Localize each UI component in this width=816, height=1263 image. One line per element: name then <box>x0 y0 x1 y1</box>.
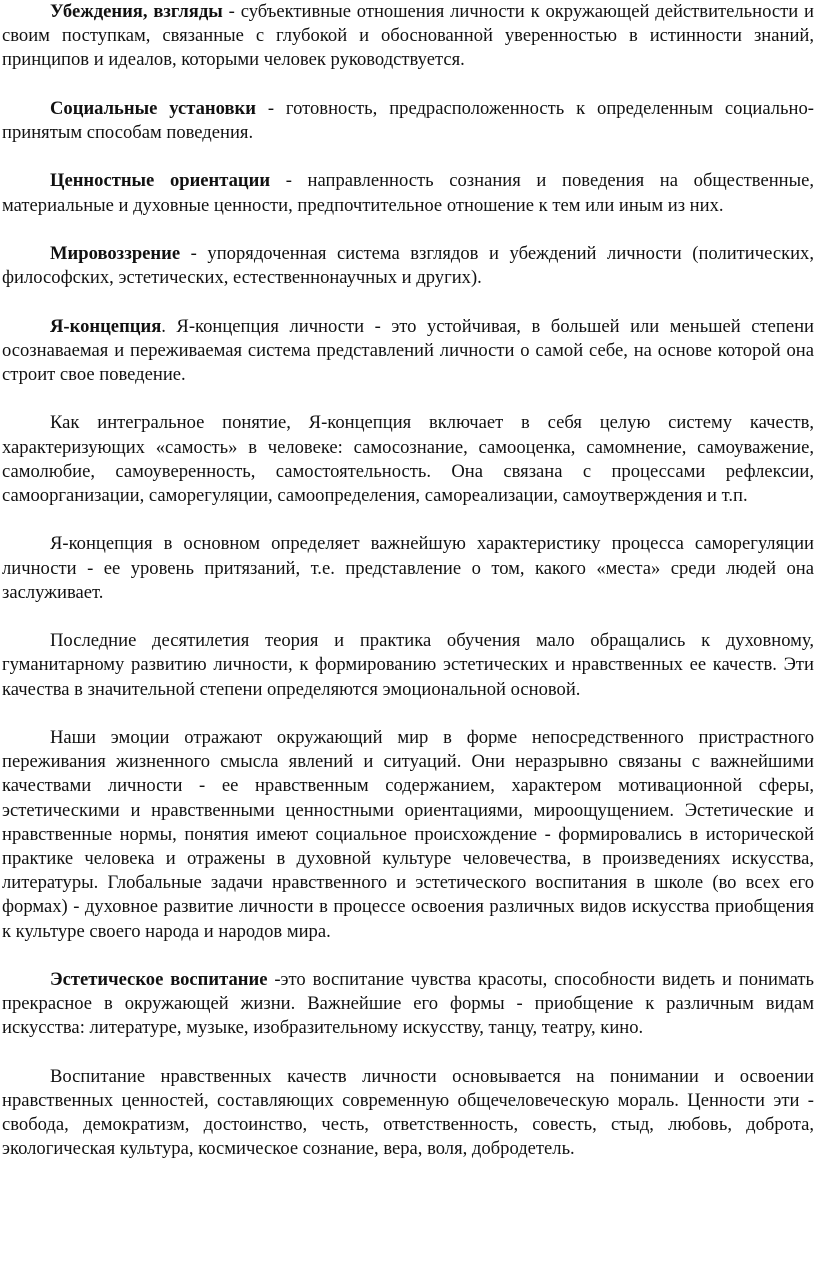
body-paragraph: Как интегральное понятие, Я-концепция включает в себя целую систему качеств, характеризующих «самость» в человеке: самосознание, самооценка, самомнение, самоуважение, самолюбие, самоуверенность, самостоятельность. Она связана с процессами рефлексии, самоорганизации, саморегуляции, самоопределения, самореализации, самоутверждения и т.п. <box>2 412 814 506</box>
body-paragraph: Я-концепция в основном определяет важнейшую характеристику процесса саморегуляции личности - ее уровень притязаний, т.е. представление о том, какого «места» среди людей она заслуживает. <box>2 533 814 603</box>
definition-text: -это воспитание чувства красоты, способности видеть и понимать прекрасное в окружающей жизни. Важнейшие его формы - приобщение к различным видам искусства: литературе, музыке, изобразительному искусству, танцу, театру, кино. <box>2 968 814 1039</box>
body-paragraph: Воспитание нравственных качеств личности основывается на понимании и освоении нравственных ценностей, составляющих современную общечеловеческую мораль. Ценности эти - свобода, демократизм, достоинство, честь, ответственность, совесть, стыд, любовь, доброта, экологическая культура, космическое сознание, вера, воля, добродетель. <box>2 1065 814 1160</box>
definition-text: . Я-концепция личности - это устойчивая, в большей или меньшей степени осознаваемая и переживаемая система представлений личности о самой себе, на основе которой она строит свое поведение. <box>2 315 814 385</box>
definition-text: - готовность, предрасположенность к определенным социально-принятым способам поведения. <box>2 97 814 143</box>
body-paragraph: Последние десятилетия теория и практика обучения мало обращались к духовному, гуманитарному развитию личности, к формированию эстетических и нравственных ее качеств. Эти качества в значительной степени определяются эмоциональной основой. <box>2 630 814 700</box>
term-social-attitudes: Социальные установки <box>50 97 256 119</box>
body-paragraph: Наши эмоции отражают окружающий мир в форме непосредственного пристрастного переживания жизненного смысла явлений и ситуаций. Они неразрывно связаны с важнейшими качествами личности - ее нравственным содержанием, характером мотивационной сферы, эстетическими и нравственными ценностными ориентациями, мироощущением. Эстетические и нравственные нормы, понятия имеют социальное происхождение - формировались в исторической практике человека и отражены в духовной культуре человечества, в произведениях искусства, литературы. Глобальные задачи нравственного и эстетического воспитания в школе (во всех его формах) - духовное развитие личности в процессе освоения различных видов искусства приобщения к культуре своего народа и народов мира. <box>2 726 814 942</box>
document-page <box>2 0 814 1186</box>
definition-paragraph-worldview <box>2 242 814 290</box>
definition-text: - упорядоченная система взглядов и убеждений личности (политических, философских, эстетических, естественнонаучных и других). <box>2 242 814 289</box>
definition-paragraph-value-orientations <box>2 169 814 217</box>
term-value-orientations: Ценностные ориентации <box>50 170 271 192</box>
definition-paragraph-beliefs <box>2 0 814 73</box>
definition-text: - субъективные отношения личности к окружающей действительности и своим поступкам, связанные с глубокой и обоснованной уверенностью в истинности знаний, принципов и идеалов, которыми человек руководствуется. <box>2 1 814 71</box>
definition-text: - направленность сознания и поведения на общественные, материальные и духовные ценности, предпочтительное отношение к тем или иным из них. <box>2 170 814 216</box>
term-self-concept: Я-концепция <box>50 315 162 337</box>
definition-paragraph-aesthetic-education <box>2 968 814 1041</box>
definition-paragraph-self-concept <box>2 315 814 388</box>
definition-paragraph-social-attitudes <box>2 97 814 145</box>
term-aesthetic-education: Эстетическое воспитание <box>50 968 268 990</box>
term-worldview: Мировоззрение <box>50 242 181 264</box>
term-beliefs: Убеждения, взгляды <box>50 1 223 22</box>
